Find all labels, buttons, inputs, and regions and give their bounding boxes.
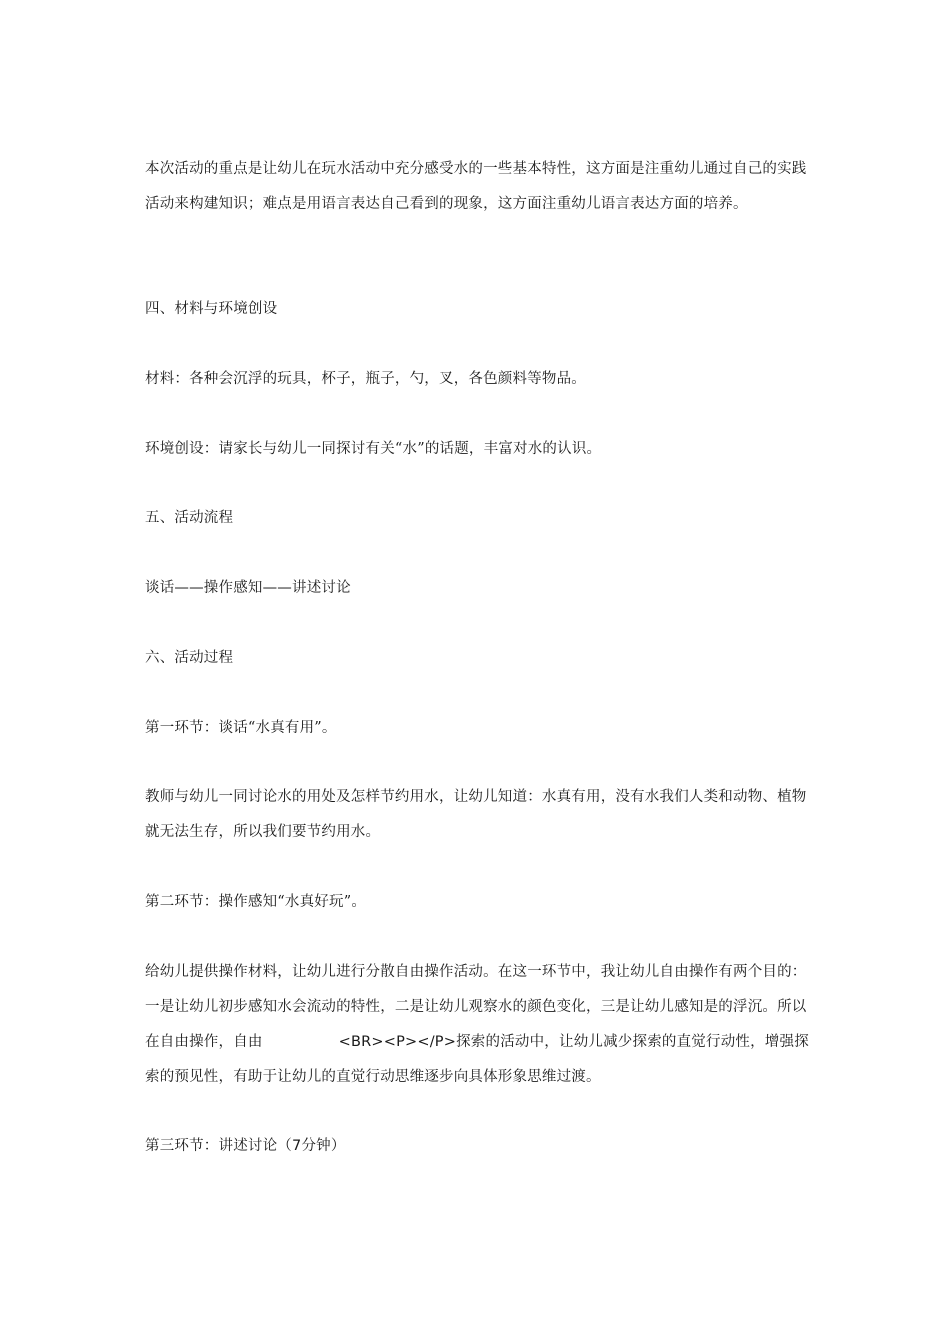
step-2-title: 第二环节：操作感知“水真好玩”。 bbox=[145, 894, 367, 910]
step-3-title bbox=[145, 1129, 810, 1164]
heading-section-6: 六、活动过程 bbox=[145, 650, 234, 666]
step-2-body bbox=[145, 955, 810, 1095]
step-2-html-tag-text: <BR><P></P> bbox=[338, 1034, 457, 1050]
paragraph-materials: 材料：各种会沉浮的玩具，杯子，瓶子，勺，叉，各色颜料等物品。 bbox=[145, 371, 586, 387]
step-3-title-number: 7 bbox=[292, 1138, 302, 1154]
paragraph-key-points: 本次活动的重点是让幼儿在玩水活动中充分感受水的一些基本特性，这方面是注重幼儿通过自己的实践活动来构建知识；难点是用语言表达自己看到的现象，这方面注重幼儿语言表达方面的培养。 bbox=[145, 161, 807, 212]
step-1-body: 教师与幼儿一同讨论水的用处及怎样节约用水，让幼儿知道：水真有用，没有水我们人类和动物、植物就无法生存，所以我们要节约用水。 bbox=[145, 789, 807, 840]
step-3-title-part-b: 分钟） bbox=[301, 1138, 346, 1154]
paragraph-activity-flow: 谈话——操作感知——讲述讨论 bbox=[145, 580, 351, 596]
step-1-title: 第一环节：谈话“水真有用”。 bbox=[145, 720, 337, 736]
paragraph-environment: 环境创设：请家长与幼儿一同探讨有关“水”的话题，丰富对水的认识。 bbox=[145, 441, 602, 457]
step-2-body-part-a: 给幼儿提供操作材料，让幼儿进行分散自由操作活动。在这一环节中，我让幼儿自由操作有两个目的：一是让幼儿初步感知水会流动的特性，二是让幼儿观察水的颜色变化，三是让幼儿感知是的浮沉。所以在自由操作，自由 bbox=[145, 964, 807, 1050]
heading-section-5: 五、活动流程 bbox=[145, 510, 234, 526]
step-2-body-part-b: 探索的活动中，让幼儿减少探索的直觉行动性，增强探索的预见性，有助于让幼儿的直觉行动思维逐步向具体形象思维过渡。 bbox=[145, 1034, 809, 1085]
step-3-title-part-a: 第三环节：讲述讨论（ bbox=[145, 1138, 292, 1154]
heading-section-4: 四、材料与环境创设 bbox=[145, 301, 278, 317]
